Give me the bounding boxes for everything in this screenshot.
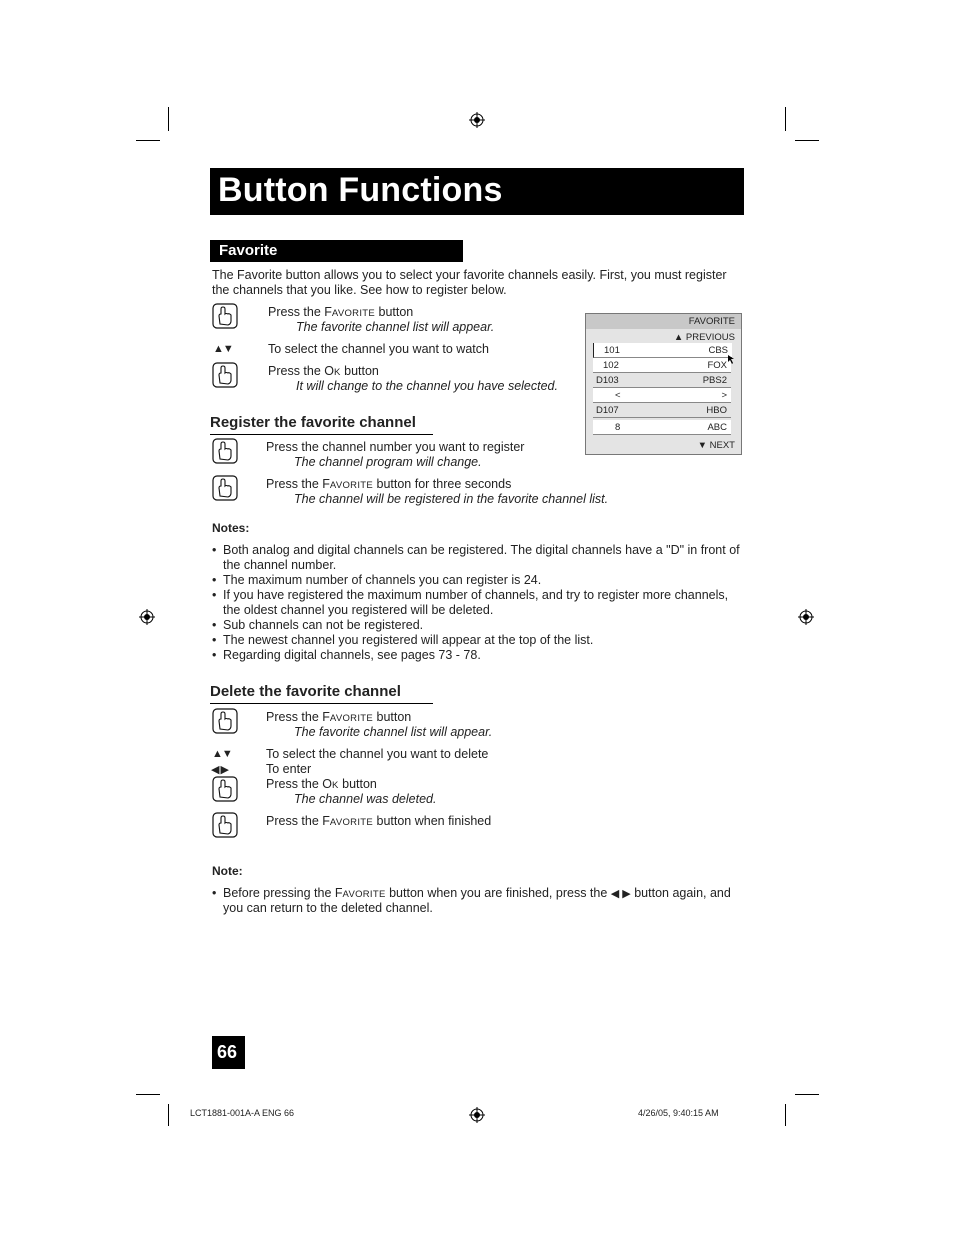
crop-mark [168, 1104, 169, 1126]
up-down-arrows-icon: ▲▼ [212, 748, 232, 760]
hand-press-icon [212, 708, 238, 734]
delete-step2: To select the channel you want to delete [266, 747, 489, 761]
osd-row: < > [593, 388, 731, 403]
fav-step3: Press the OK button [268, 364, 379, 378]
osd-row: 102 FOX [593, 358, 731, 373]
note-item: • Both analog and digital channels can be registered. The digital channels have a "D" in front of the channel number. [212, 543, 740, 572]
crop-mark [795, 140, 819, 141]
up-down-arrows-icon: ▲▼ [213, 343, 233, 355]
note-item: • Sub channels can not be registered. [212, 618, 424, 632]
hand-press-icon [212, 812, 238, 838]
crop-mark [136, 1094, 160, 1095]
footer-left: LCT1881-001A-A ENG 66 [190, 1108, 295, 1118]
page-title: Button Functions [218, 171, 503, 209]
note-line-1: • Before pressing the FAVORITE button when you are finished, press the ◀ ▶ button again, and [212, 886, 731, 900]
cursor-arrow-icon [728, 355, 736, 364]
section-bar [210, 240, 463, 262]
fav-step1-result: The favorite channel list will appear. [296, 320, 495, 334]
osd-row: D103 PBS2 [593, 373, 731, 388]
intro-line-2: the channels that you like. See how to register below. [212, 283, 507, 297]
page-number-box [212, 1036, 245, 1069]
page-title-bar [210, 168, 744, 215]
delete-step1-result: The favorite channel list will appear. [294, 725, 493, 739]
delete-underline [210, 703, 433, 704]
intro-line-1: The Favorite button allows you to select your favorite channels easily. First, you must register [212, 268, 727, 282]
osd-next: ▼ NEXT [697, 440, 735, 451]
delete-step4: Press the OK button [266, 777, 377, 791]
registration-mark-icon [469, 1107, 485, 1123]
registration-mark-icon [139, 609, 155, 625]
footer-right: 4/26/05, 9:40:15 AM [638, 1108, 719, 1118]
osd-row: D107 HBO [593, 403, 731, 418]
delete-step1: Press the FAVORITE button [266, 710, 412, 724]
registration-mark-icon [469, 112, 485, 128]
delete-step5: Press the FAVORITE button when finished [266, 814, 492, 828]
register-heading: Register the favorite channel [210, 414, 416, 431]
register-step2: Press the FAVORITE button for three seconds [266, 477, 512, 491]
crop-mark [795, 1094, 819, 1095]
register-step1-result: The channel program will change. [294, 455, 482, 469]
osd-row: 8 ABC [593, 420, 731, 435]
register-underline [210, 434, 433, 435]
osd-previous: ▲ PREVIOUS [673, 332, 735, 343]
note-item: • The maximum number of channels you can register is 24. [212, 573, 542, 587]
osd-row: 101 CBS [593, 343, 732, 358]
crop-mark [785, 1104, 786, 1126]
note-item: • The newest channel you registered will appear at the top of the list. [212, 633, 594, 647]
delete-heading: Delete the favorite channel [210, 683, 401, 700]
hand-press-icon [212, 438, 238, 464]
left-right-arrows-icon: ◀ ▶ [211, 764, 228, 776]
notes-label: Notes: [212, 521, 250, 535]
delete-step3: To enter [266, 762, 312, 776]
registration-mark-icon [798, 609, 814, 625]
note-label: Note: [212, 864, 243, 878]
note-item: • Regarding digital channels, see pages 73 - 78. [212, 648, 481, 662]
hand-press-icon [212, 362, 238, 388]
section-title: Favorite [219, 242, 278, 259]
fav-step1: Press the FAVORITE button [268, 305, 414, 319]
osd-header: FAVORITE [586, 314, 741, 329]
crop-mark [136, 140, 160, 141]
hand-press-icon [212, 303, 238, 329]
note-item: • If you have registered the maximum number of channels, and try to register more channels, the oldest channel you registered will be deleted. [212, 588, 729, 617]
left-right-arrows-icon: ◀ ▶ [610, 888, 631, 900]
hand-press-icon [212, 475, 238, 501]
crop-mark [785, 107, 786, 131]
fav-step3-result: It will change to the channel you have selected. [296, 379, 558, 393]
delete-step4-result: The channel was deleted. [294, 792, 437, 806]
crop-mark [168, 107, 169, 131]
hand-press-icon [212, 776, 238, 802]
page-number: 66 [217, 1042, 238, 1062]
register-step1: Press the channel number you want to register [266, 440, 525, 454]
register-step2-result: The channel will be registered in the favorite channel list. [294, 492, 609, 506]
favorite-osd-panel [585, 313, 742, 455]
fav-step2: To select the channel you want to watch [268, 342, 489, 356]
note-line-2: you can return to the deleted channel. [223, 901, 433, 915]
